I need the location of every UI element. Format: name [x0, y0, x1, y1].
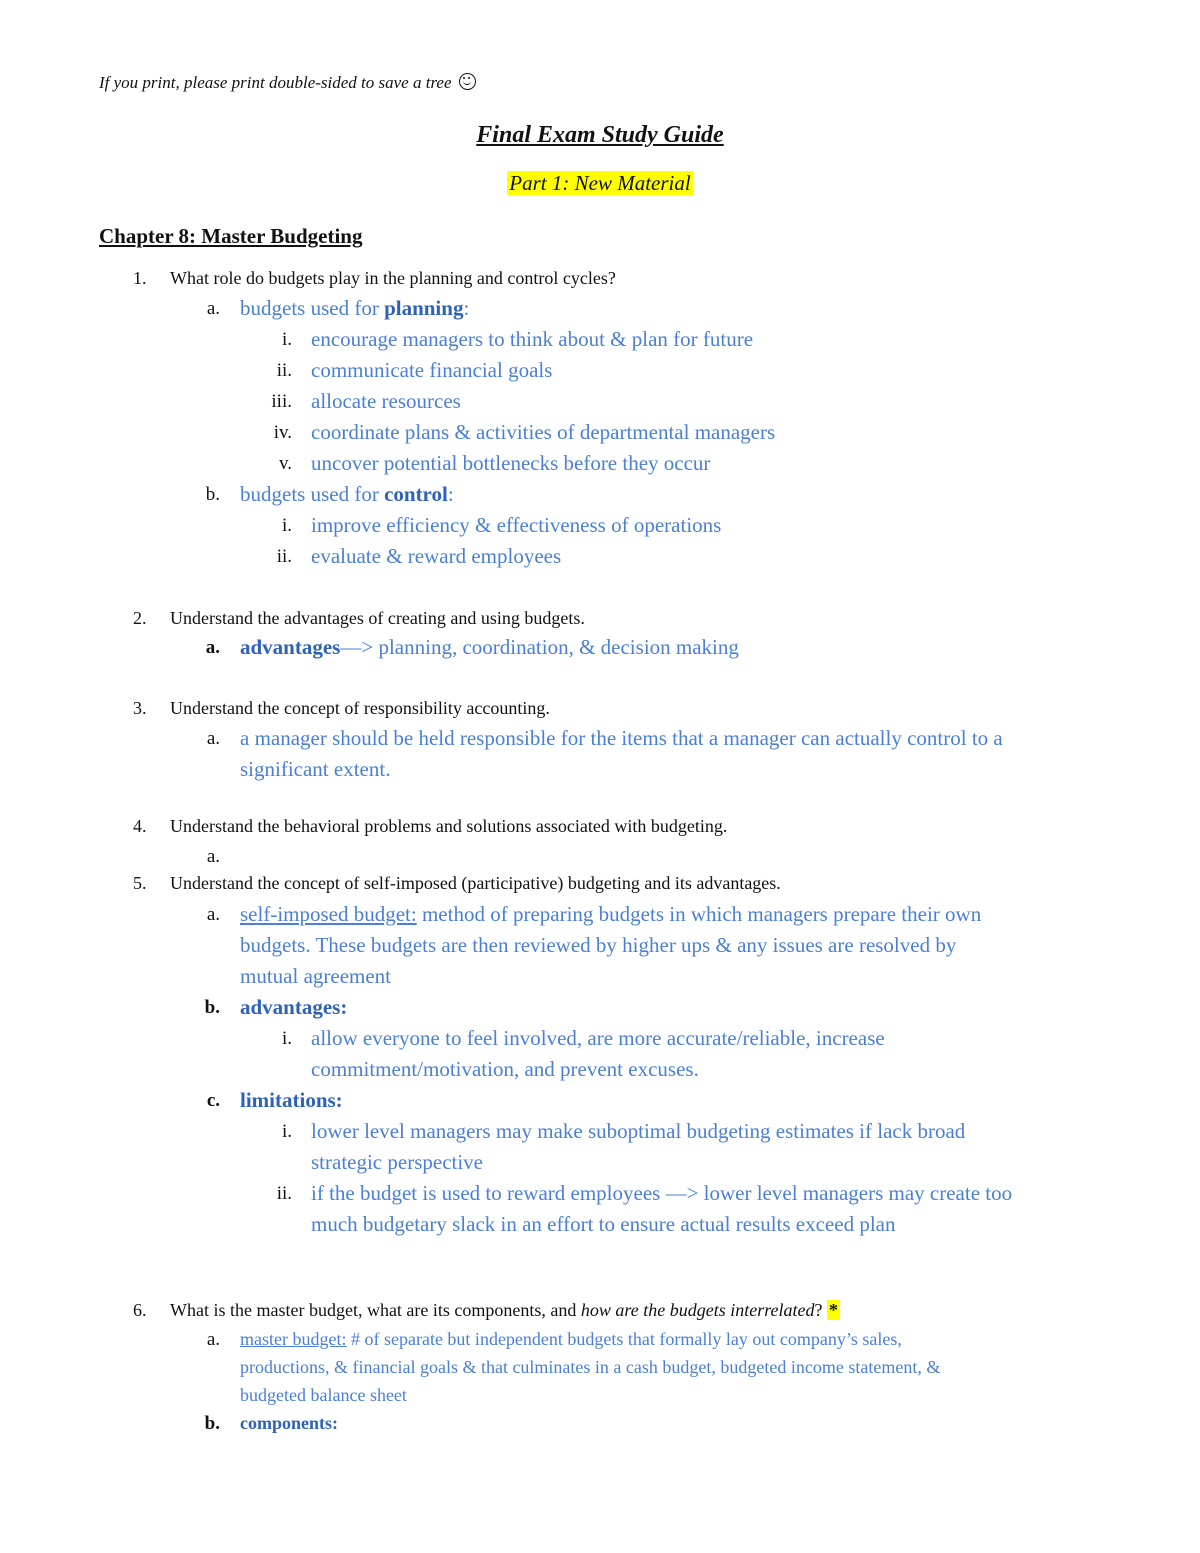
- list-item: commitment/motivation, and prevent excuses.: [311, 1057, 699, 1081]
- list-marker: a.: [206, 298, 220, 319]
- list-item: coordinate plans & activities of departmental managers: [311, 420, 776, 444]
- list-marker: b.: [204, 1413, 220, 1434]
- answer-keyword: limitations:: [240, 1088, 343, 1112]
- answer-line: a manager should be held responsible for the items that a manager can actually control to a: [240, 726, 1003, 750]
- list-marker: ii.: [276, 360, 292, 381]
- answer-keyword: advantages:: [240, 995, 348, 1019]
- list-marker: iv.: [273, 422, 292, 443]
- answer-text: —> planning, coordination, & decision making: [340, 635, 739, 659]
- list-item: improve efficiency & effectiveness of operations: [311, 513, 722, 537]
- answer-definition: [240, 1329, 902, 1350]
- list-item: lower level managers may make suboptimal budgeting estimates if lack broad: [311, 1119, 966, 1143]
- term-label: master budget:: [240, 1329, 347, 1349]
- answer-text: method of preparing budgets in which managers prepare their own: [416, 902, 982, 926]
- print-note: [99, 73, 476, 93]
- page-title: Final Exam Study Guide: [476, 122, 724, 148]
- answer-line: budgeted balance sheet: [240, 1385, 407, 1405]
- question-text: Understand the advantages of creating and using budgets.: [170, 608, 585, 628]
- answer-text: :: [463, 296, 470, 320]
- answer-line: mutual agreement: [240, 964, 392, 988]
- question-text: Understand the behavioral problems and solutions associated with budgeting.: [170, 816, 728, 836]
- list-marker: c.: [206, 1090, 220, 1111]
- answer-keyword: components:: [240, 1413, 338, 1433]
- list-marker: v.: [278, 453, 292, 474]
- question-number: 2.: [133, 608, 147, 628]
- subtitle-row: [0, 171, 1200, 196]
- smiley-face-icon: [459, 73, 476, 90]
- list-item: uncover potential bottlenecks before they occur: [311, 451, 711, 475]
- list-marker: ii.: [276, 546, 292, 567]
- answer-text: :: [447, 482, 454, 506]
- list-marker: i.: [281, 1028, 292, 1049]
- list-marker: a.: [206, 728, 220, 749]
- question-number: 1.: [133, 268, 147, 288]
- answer-line: significant extent.: [240, 757, 391, 781]
- list-marker: i.: [281, 1121, 292, 1142]
- list-marker: iii.: [271, 391, 292, 412]
- answer-advantages: [240, 635, 739, 660]
- answer-text: budgets used for: [240, 296, 385, 320]
- list-item: evaluate & reward employees: [311, 544, 562, 568]
- list-item: much budgetary slack in an effort to ensure actual results exceed plan: [311, 1212, 896, 1236]
- list-item: if the budget is used to reward employees —> lower level managers may create too: [311, 1181, 1013, 1205]
- answer-text: # of separate but independent budgets that formally lay out company’s sales,: [346, 1329, 902, 1349]
- list-marker: a.: [206, 846, 220, 867]
- answer-definition: [240, 902, 981, 927]
- answer-keyword: control: [384, 482, 448, 506]
- answer-planning: [240, 296, 469, 321]
- question-text: [170, 1300, 840, 1321]
- list-marker: ii.: [276, 1183, 292, 1204]
- answer-keyword: planning: [384, 296, 464, 320]
- list-item: strategic perspective: [311, 1150, 483, 1174]
- answer-control: [240, 482, 454, 507]
- question-text: Understand the concept of self-imposed (participative) budgeting and its advantages.: [170, 873, 781, 893]
- print-note-text: If you print, please print double-sided to save a tree: [99, 73, 452, 92]
- answer-keyword: advantages: [240, 635, 341, 659]
- question-text: What role do budgets play in the planning and control cycles?: [170, 268, 616, 288]
- list-marker: i.: [281, 329, 292, 350]
- part-subtitle: Part 1: New Material: [509, 171, 691, 195]
- answer-line: productions, & financial goals & that culminates in a cash budget, budgeted income statement, &: [240, 1357, 941, 1377]
- question-text: Understand the concept of responsibility accounting.: [170, 698, 550, 718]
- list-marker: a.: [205, 637, 220, 658]
- list-marker: a.: [206, 1329, 220, 1350]
- list-marker: b.: [204, 997, 220, 1018]
- question-number: 3.: [133, 698, 147, 718]
- list-item: communicate financial goals: [311, 358, 553, 382]
- answer-line: budgets. These budgets are then reviewed by higher ups & any issues are resolved by: [240, 933, 957, 957]
- term-label: self-imposed budget:: [240, 902, 417, 926]
- question-text-plain: What is the master budget, what are its components, and: [170, 1300, 581, 1320]
- list-marker: i.: [281, 515, 292, 536]
- answer-heading: [240, 995, 347, 1020]
- question-number: 4.: [133, 816, 147, 836]
- answer-heading: [240, 1413, 338, 1434]
- list-item: allow everyone to feel involved, are more accurate/reliable, increase: [311, 1026, 885, 1050]
- list-marker: b.: [205, 484, 220, 505]
- list-item: allocate resources: [311, 389, 461, 413]
- question-number: 5.: [133, 873, 147, 893]
- highlight-star: *: [829, 1300, 839, 1320]
- chapter-heading: Chapter 8: Master Budgeting: [99, 224, 363, 248]
- answer-heading: [240, 1088, 343, 1113]
- question-text-italic: how are the budgets interrelated: [580, 1300, 815, 1320]
- list-item: encourage managers to think about & plan for future: [311, 327, 754, 351]
- answer-text: budgets used for: [240, 482, 385, 506]
- question-number: 6.: [133, 1300, 147, 1320]
- list-marker: a.: [206, 904, 220, 925]
- question-text-end: ?: [814, 1300, 828, 1320]
